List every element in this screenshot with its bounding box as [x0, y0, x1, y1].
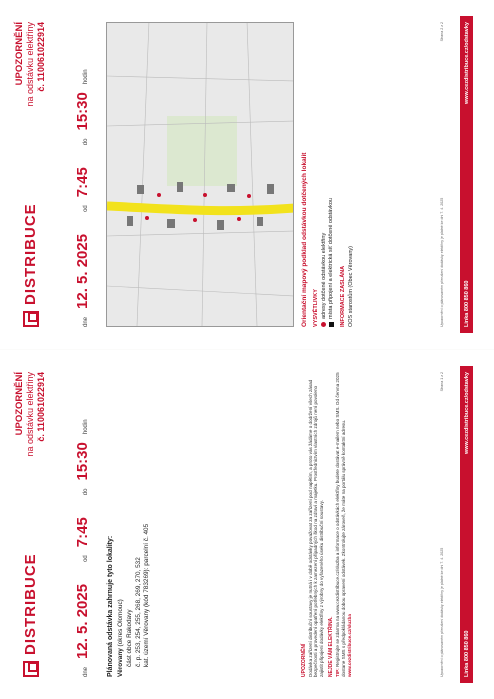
- to-label: do: [83, 138, 89, 146]
- footer-bar: [460, 16, 473, 333]
- notice-subtitle: na odstávku elektřiny: [25, 372, 36, 457]
- black-square-icon: [329, 322, 334, 327]
- green-area: [167, 116, 237, 186]
- district: (okres Olomouc): [117, 599, 125, 647]
- house-numbers: č. p. 253, 254, 255, 268, 269, 270, 532: [134, 557, 142, 667]
- brand-logo: [22, 553, 39, 677]
- info-heading: INFORMACE ZASLÁNA: [340, 265, 347, 327]
- brand-name: DISTRIBUCE: [22, 203, 39, 305]
- hotline: Linka 800 850 860: [463, 280, 470, 327]
- info-text: OOS starostům (Obec Věrovany): [347, 246, 354, 327]
- logo-icon: [23, 661, 39, 677]
- notice-page-1: [0, 350, 494, 699]
- legend-item: [321, 22, 329, 327]
- hotline: Linka 800 850 860: [463, 630, 470, 677]
- unit-label: hodin: [83, 419, 89, 435]
- municipality-part: část obce Rakodavy: [126, 609, 134, 667]
- red-dot-icon: [321, 322, 326, 327]
- affected-line: [107, 206, 294, 211]
- outage-from: 7:45: [74, 167, 91, 198]
- validity-note: Upozornění o plánovaném přerušení dodávky elektřiny je platné ke dni 7. 4. 2025: [440, 547, 444, 677]
- page-1-content: [0, 350, 494, 699]
- tip-label: TIP:: [334, 668, 340, 677]
- legend-item: [328, 22, 336, 327]
- page-number: Strana 1 z 2: [440, 372, 444, 392]
- notice-title: UPOZORNĚNÍ: [14, 22, 25, 86]
- affected-locations: [106, 372, 152, 677]
- warning-text: Dodávka zařízení distribuční soustavy je nutná i v době odstávky považovat za zařízení pod napětím, a proto vás žádáme o dodržení všech zásad bezpečnosti a provedení opatření potřebných k zamezení případných škod na zdraví a majetku. Prostřednictvím vlastních zdrojů není povoleno zajistit připojení dodávky elektřiny z výrobny do vyřazeného úseku distribuční soustavy.: [307, 379, 325, 677]
- from-label: od: [83, 205, 89, 212]
- legend-label: místa připojení a elektrická síť dotčené odstávkou: [328, 198, 335, 319]
- fine-print: [440, 372, 444, 677]
- outage-date: 12. 5. 2025: [74, 233, 91, 309]
- locations-heading: Plánovaná odstávka zahrnuje tyto lokality:: [107, 535, 114, 677]
- tip-text: Registrujte se zdarma na www.cezdistribuce.cz/sluzba a informace o odstávkách elektřiny budete dostávat e-mailem nebo SMS. Od června 2025 dostane SMS s předpokládanou dobou opravení odstávek. Zkontrolujte zároveň, že máte na portálu správně kontaktní adresu.: [334, 372, 346, 677]
- page-header: [14, 22, 64, 327]
- footer-bar: [460, 366, 473, 683]
- warning-heading: UPOZORNĚNÍ: [301, 643, 307, 677]
- date-label: dne: [83, 666, 89, 677]
- logo-icon: [23, 311, 39, 327]
- service-link[interactable]: www.cezdistribuce.cz/sluzba: [346, 614, 352, 677]
- notice-heading: [14, 22, 47, 107]
- notice-subtitle: na odstávku elektřiny: [25, 22, 36, 107]
- notice-heading: [14, 372, 47, 457]
- brand-name: DISTRIBUCE: [22, 553, 39, 655]
- legend-heading: VYSVĚTLIVKY: [313, 289, 320, 327]
- fine-print: [440, 22, 444, 327]
- outage-from: 7:45: [74, 517, 91, 548]
- cadastral-info: kat. území Věrovany (kód 783269): parcelní č. 405: [143, 523, 151, 667]
- outage-map: [106, 22, 294, 327]
- page-2-content: [0, 0, 494, 349]
- date-label: dne: [83, 316, 89, 327]
- notice-page-2: [0, 0, 494, 349]
- notice-number: č. 110061022914: [36, 22, 47, 92]
- footer-link[interactable]: www.cezdistribuce.cz/odstavky: [463, 372, 470, 455]
- map-graphic: [107, 22, 294, 326]
- outage-date: 12. 5. 2025: [74, 583, 91, 659]
- legend-label: adresy dotčené odstávkou elektřiny: [320, 232, 327, 319]
- from-label: od: [83, 555, 89, 562]
- outage-time: [74, 22, 98, 327]
- page-header: [14, 372, 64, 677]
- warning-block: [298, 372, 353, 677]
- municipality: Věrovany: [117, 648, 125, 677]
- map-legend: [300, 22, 356, 327]
- notice-title: UPOZORNĚNÍ: [14, 372, 25, 436]
- validity-note: Upozornění o plánovaném přerušení dodávky elektřiny je platné ke dni 7. 4. 2025: [440, 197, 444, 327]
- page-number: Strana 2 z 2: [440, 22, 444, 42]
- outage-to: 15:30: [74, 442, 91, 481]
- brand-logo: [22, 203, 39, 327]
- to-label: do: [83, 488, 89, 496]
- notice-number: č. 110061022914: [36, 372, 47, 442]
- map-title: Orientační mapový podklad odstávkou dotčených lokalit: [301, 152, 308, 327]
- outage-time: [74, 372, 98, 677]
- footer-link[interactable]: www.cezdistribuce.cz/odstavky: [463, 22, 470, 105]
- outage-to: 15:30: [74, 92, 91, 131]
- unit-label: hodin: [83, 69, 89, 85]
- news-heading: NEJDE VÁM ELEKTŘINA.: [328, 616, 335, 677]
